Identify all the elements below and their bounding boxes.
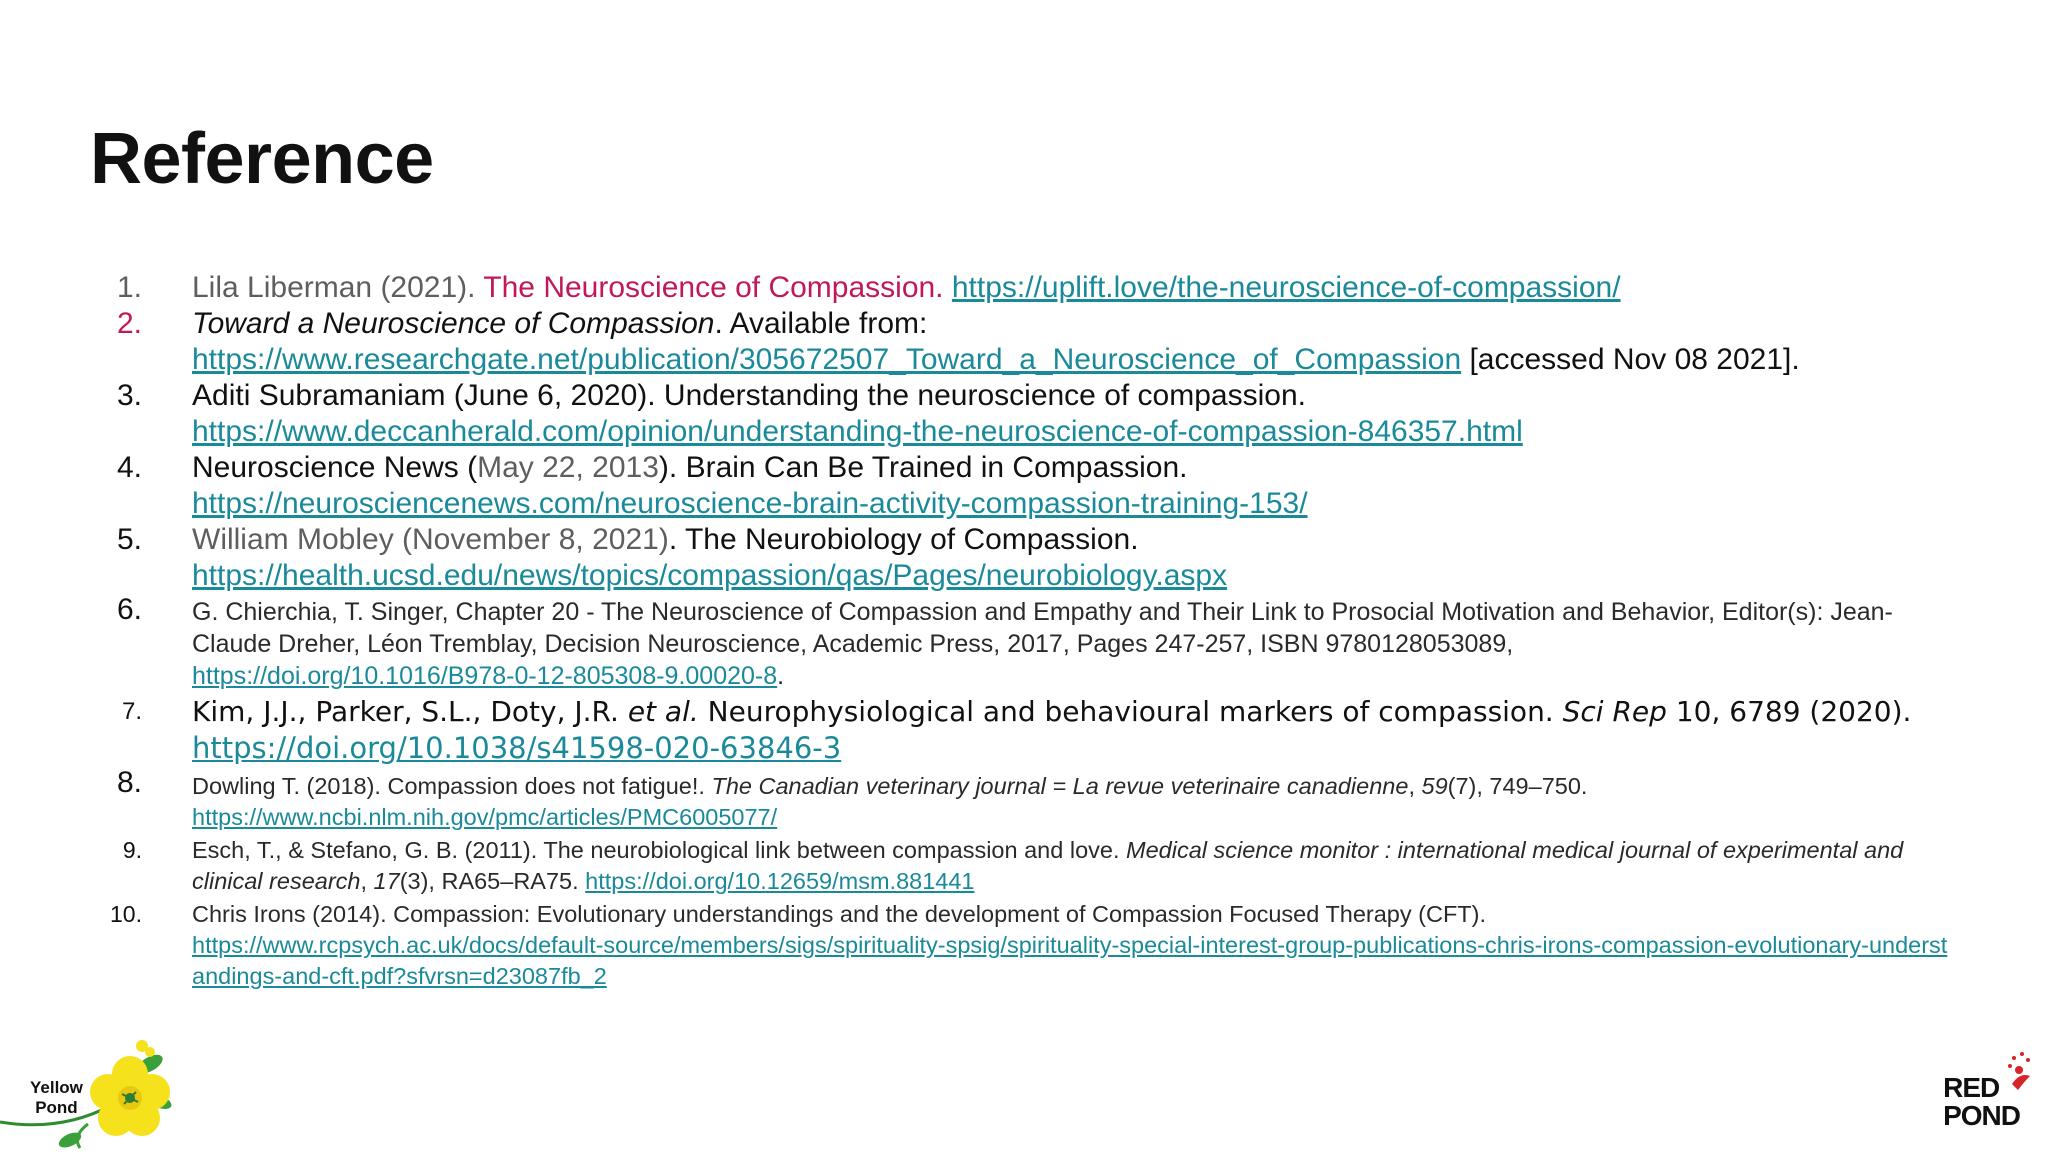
reference-volume: 17: [373, 868, 400, 894]
reference-date: May 22, 2013: [477, 451, 659, 484]
reference-number: 1.: [116, 271, 142, 304]
red-pond-logo-text: [1943, 1074, 2020, 1130]
reference-volume: 59: [1421, 773, 1448, 799]
reference-author: Lila Liberman (2021).: [192, 271, 484, 304]
reference-author: William Mobley (November 8, 2021): [192, 523, 669, 556]
reference-source: Neuroscience News (: [192, 451, 478, 484]
reference-text: Esch, T., & Stefano, G. B. (2011). The neurobiological link between compassion and love.: [192, 837, 1127, 863]
reference-sep: ,: [1408, 773, 1422, 799]
reference-etal: et al.: [627, 695, 699, 728]
reference-link[interactable]: https://neurosciencenews.com/neuroscience-brain-activity-compassion-training-153/: [192, 487, 1308, 520]
reference-item-1: [0, 270, 2000, 306]
reference-tail: (7), 749–750.: [1447, 773, 1588, 799]
reference-text: Chris Irons (2014). Compassion: Evolutionary understandings and the development of Compassion Focused Therapy (CFT).: [192, 901, 1487, 927]
reference-text: Neurophysiological and behavioural markers of compassion.: [698, 695, 1563, 728]
yellow-pond-logo: [0, 1036, 190, 1152]
logo-line-2: POND: [1943, 1100, 2020, 1131]
reference-item-6: [0, 593, 2000, 692]
reference-number: 8.: [116, 766, 142, 799]
reference-link[interactable]: https://doi.org/10.1016/B978-0-12-805308-9.00020-8: [192, 662, 778, 690]
reference-item-7: [0, 694, 2000, 767]
reference-title: The Neuroscience of Compassion.: [483, 271, 944, 304]
reference-sep: ,: [360, 868, 374, 894]
reference-text: ). Brain Can Be Trained in Compassion.: [658, 451, 1188, 484]
reference-link[interactable]: https://www.ncbi.nlm.nih.gov/pmc/articles/PMC6005077/: [192, 804, 778, 830]
reference-item-8: [0, 766, 2000, 833]
reference-text: . Available from:: [714, 307, 928, 340]
reference-item-9: [0, 835, 2000, 897]
reference-number: 3.: [116, 379, 142, 412]
reference-journal: Sci Rep: [1562, 695, 1667, 728]
reference-item-10: [0, 899, 2000, 992]
reference-number: 2.: [116, 307, 142, 340]
reference-accessed: [accessed Nov 08 2021].: [1461, 343, 1800, 376]
red-pond-logo: [1944, 1050, 2034, 1150]
reference-link[interactable]: https://www.deccanherald.com/opinion/understanding-the-neuroscience-of-compassion-846357.html: [192, 415, 1523, 448]
reference-tail: 10, 6789 (2020).: [1666, 695, 1912, 728]
reference-list: [0, 270, 2048, 992]
reference-link[interactable]: https://doi.org/10.1038/s41598-020-63846-3: [192, 731, 842, 765]
reference-number: 5.: [116, 523, 142, 556]
logo-line-1: RED: [1943, 1072, 2000, 1103]
reference-number: 9.: [122, 837, 142, 863]
reference-item-4: [0, 450, 2000, 522]
reference-link[interactable]: https://uplift.love/the-neuroscience-of-compassion/: [951, 271, 1621, 304]
reference-text: Aditi Subramaniam (June 6, 2020). Understanding the neuroscience of compassion.: [192, 379, 1306, 412]
reference-link[interactable]: https://www.rcpsych.ac.uk/docs/default-source/members/sigs/spirituality-spsig/spirituality-special-interest-group-publications-chris-irons-compassion-evolutionary-understandings-and-cft.pdf?sfvrsn=d23087fb_2: [192, 932, 1948, 989]
reference-tail: (3), RA65–RA75.: [399, 868, 586, 894]
reference-item-3: [0, 378, 2000, 450]
reference-text: G. Chierchia, T. Singer, Chapter 20 - The Neuroscience of Compassion and Empathy and Their Link to Prosocial Motivation and Behavior, Editor(s): Jean-Claude Dreher, Léon Tremblay, Decision Neuroscience, Academic Press, 2017, Pages 247-257, ISBN 9780128053089,: [192, 598, 1893, 658]
reference-title: Toward a Neuroscience of Compassion: [192, 307, 715, 340]
reference-number: 10.: [110, 901, 142, 927]
logo-line-1: Yellow: [30, 1078, 83, 1097]
reference-authors: Kim, J.J., Parker, S.L., Doty, J.R.: [192, 695, 628, 728]
logo-line-2: Pond: [35, 1098, 78, 1117]
reference-number: 4.: [116, 451, 142, 484]
reference-item-5: [0, 522, 2000, 594]
reference-item-2: [0, 306, 2000, 378]
reference-journal: Medical science monitor : international medical journal of experimental and clinical research: [192, 837, 1904, 894]
reference-link[interactable]: https://www.researchgate.net/publication/305672507_Toward_a_Neuroscience_of_Compassion: [192, 343, 1462, 376]
reference-period: .: [777, 662, 785, 690]
reference-link[interactable]: https://doi.org/10.12659/msm.881441: [585, 868, 975, 894]
reference-text: Dowling T. (2018). Compassion does not fatigue!.: [192, 773, 712, 799]
yellow-pond-logo-text: [30, 1078, 83, 1118]
page-title: Reference: [90, 119, 434, 199]
reference-journal: The Canadian veterinary journal = La revue veterinaire canadienne: [711, 773, 1409, 799]
flower-icon: [0, 1036, 190, 1152]
reference-number: 7.: [121, 698, 142, 725]
reference-number: 6.: [116, 593, 142, 626]
reference-link[interactable]: https://health.ucsd.edu/news/topics/compassion/qas/Pages/neurobiology.aspx: [192, 559, 1228, 592]
reference-text: . The Neurobiology of Compassion.: [668, 523, 1139, 556]
